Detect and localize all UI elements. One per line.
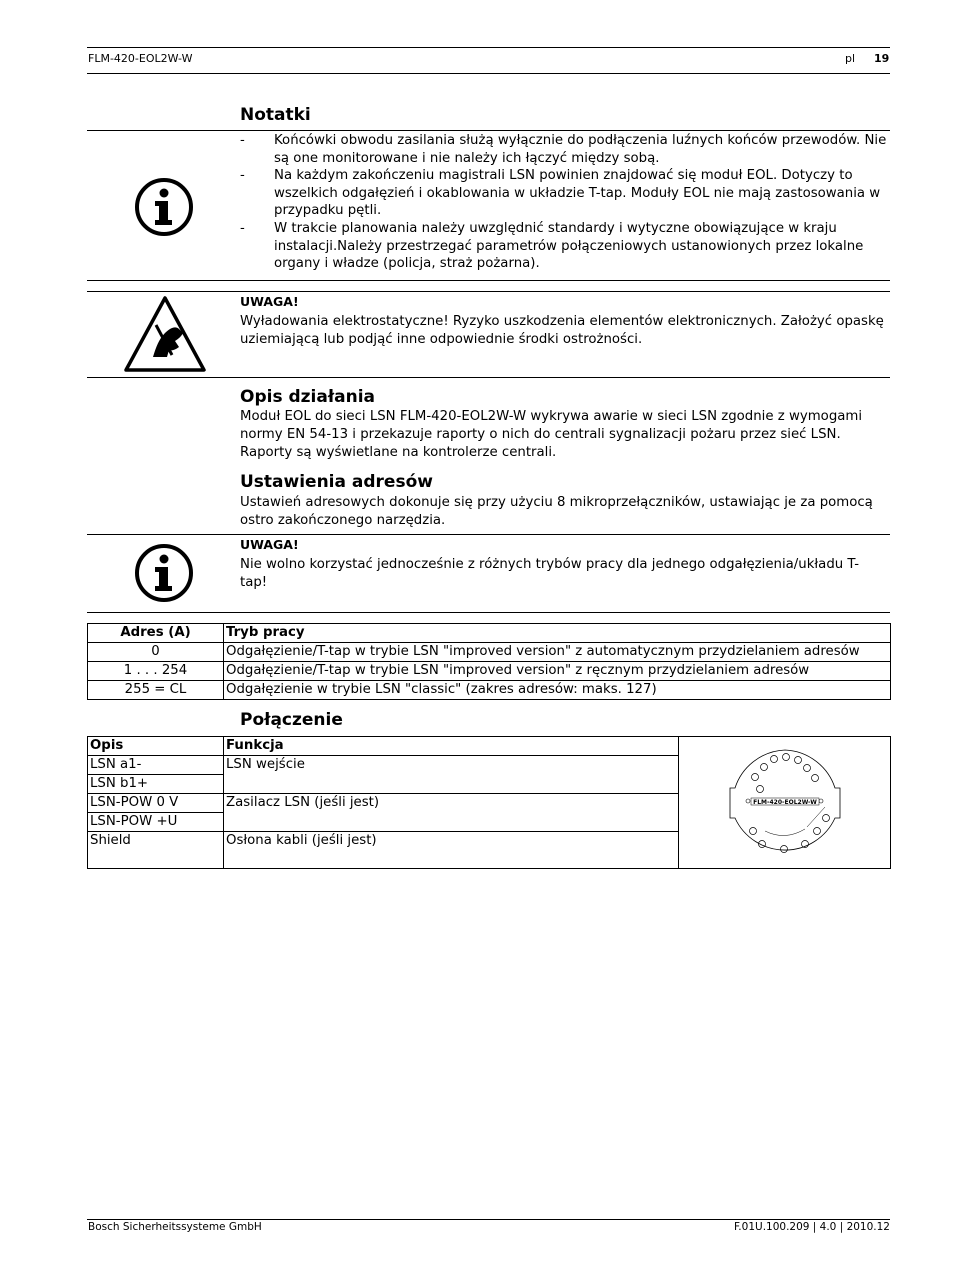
operation-title: Opis działania [240,387,376,407]
notes-list [240,132,890,273]
table-cell-description: LSN b1+ [88,775,224,794]
table-row [88,643,891,662]
esd-top-rule [87,291,890,292]
mode-warning-text: Nie wolno korzystać jednocześnie z różnych trybów pracy dla jednego odgałęzienia/układu T-tap! [240,557,860,590]
header-page-number: 19 [874,52,890,65]
table-header-row [88,624,891,643]
esd-bottom-rule [87,377,890,378]
table-header-function: Funkcja [224,737,679,756]
address-title: Ustawienia adresów [240,472,433,492]
table-row [88,662,891,681]
table-cell-description: Shield [88,832,224,869]
table-header-mode: Tryb pracy [224,624,891,643]
header-top-rule [87,47,890,48]
terminal-diagram-cell [679,737,891,869]
table-header-address: Adres (A) [88,624,224,643]
terminal-diagram [725,743,845,863]
mode-warning-label: UWAGA! [240,537,299,552]
table-header-row [88,737,891,756]
notes-bottom-rule [87,280,890,281]
table-cell-function: Osłona kabli (jeśli jest) [224,832,679,869]
mode-warning-bottom-rule [87,612,890,613]
notes-title: Notatki [240,105,311,125]
info-icon [133,176,195,242]
table-cell-function: Zasilacz LSN (jeśli jest) [224,794,679,832]
notes-item: - W trakcie planowania należy uwzględnić standardy i wytyczne obowiązujące w kraju instalacji.Należy przestrzegać parametrów połączeniowych ustanowionych przez lokalne organy i władze (policja, straż pożarna). [240,220,864,272]
connection-title: Połączenie [240,710,343,730]
footer-company: Bosch Sicherheitssysteme GmbH [88,1221,262,1233]
connection-table [87,736,891,869]
info-icon [133,542,195,608]
table-cell-description: LSN-POW 0 V [88,794,224,813]
table-cell-function: LSN wejście [224,756,679,794]
esd-warning-label: UWAGA! [240,294,299,309]
table-cell-mode: Odgałęzienie/T-tap w trybie LSN "improved version" z automatycznym przydzielaniem adresów [224,643,891,662]
table-cell-mode: Odgałęzienie w trybie LSN "classic" (zakres adresów: maks. 127) [224,681,891,700]
table-cell-address: 1 . . . 254 [88,662,224,681]
notes-item: - Na każdym zakończeniu magistrali LSN powinien znajdować się moduł EOL. Dotyczy to wszelkich odgałęzień i okablowania w układzie T-tap. Moduły EOL nie mają zastosowania w przypadku pętli. [240,168,881,219]
mode-warning-top-rule [87,534,890,535]
table-cell-mode: Odgałęzienie/T-tap w trybie LSN "improved version" z ręcznym przydzielaniem adresów [224,662,891,681]
notes-item: - Końcówki obwodu zasilania służą wyłącznie do podłączenia luźnych końców przewodów. Nie są one monitorowane i nie należy ich łączyć między sobą. [240,133,887,166]
header-doc-code: FLM-420-EOL2W-W [88,52,193,65]
table-cell-address: 255 = CL [88,681,224,700]
footer-rule [87,1219,890,1220]
footer-doc-ref: F.01U.100.209 | 4.0 | 2010.12 [733,1221,890,1233]
table-header-description: Opis [88,737,224,756]
esd-warning-icon [123,295,207,377]
operation-text: Moduł EOL do sieci LSN FLM-420-EOL2W-W wykrywa awarie w sieci LSN zgodnie z wymogami normy EN 54-13 i przekazuje raporty o nich do centrali sygnalizacji pożaru przez sieć LSN. Raporty są wyświetlane na kontrolerze centrali. [240,409,863,460]
notes-top-rule [87,130,890,131]
table-cell-description: LSN a1- [88,756,224,775]
table-cell-description: LSN-POW +U [88,813,224,832]
header-bottom-rule [87,73,890,74]
esd-warning-text: Wyładowania elektrostatyczne! Ryzyko uszkodzenia elementów elektronicznych. Założyć opaskę uziemiającą lub podjąć inne odpowiednie środki ostrożności. [240,314,884,347]
diagram-module-label: FLM-420-EOL2W-W [752,798,817,806]
table-cell-address: 0 [88,643,224,662]
header-language: pl [845,52,856,65]
address-text: Ustawień adresowych dokonuje się przy użyciu 8 mikroprzełączników, ustawiając je za pomocą ostro zakończonego narzędzia. [240,495,873,528]
table-row [88,681,891,700]
mode-table [87,623,891,700]
